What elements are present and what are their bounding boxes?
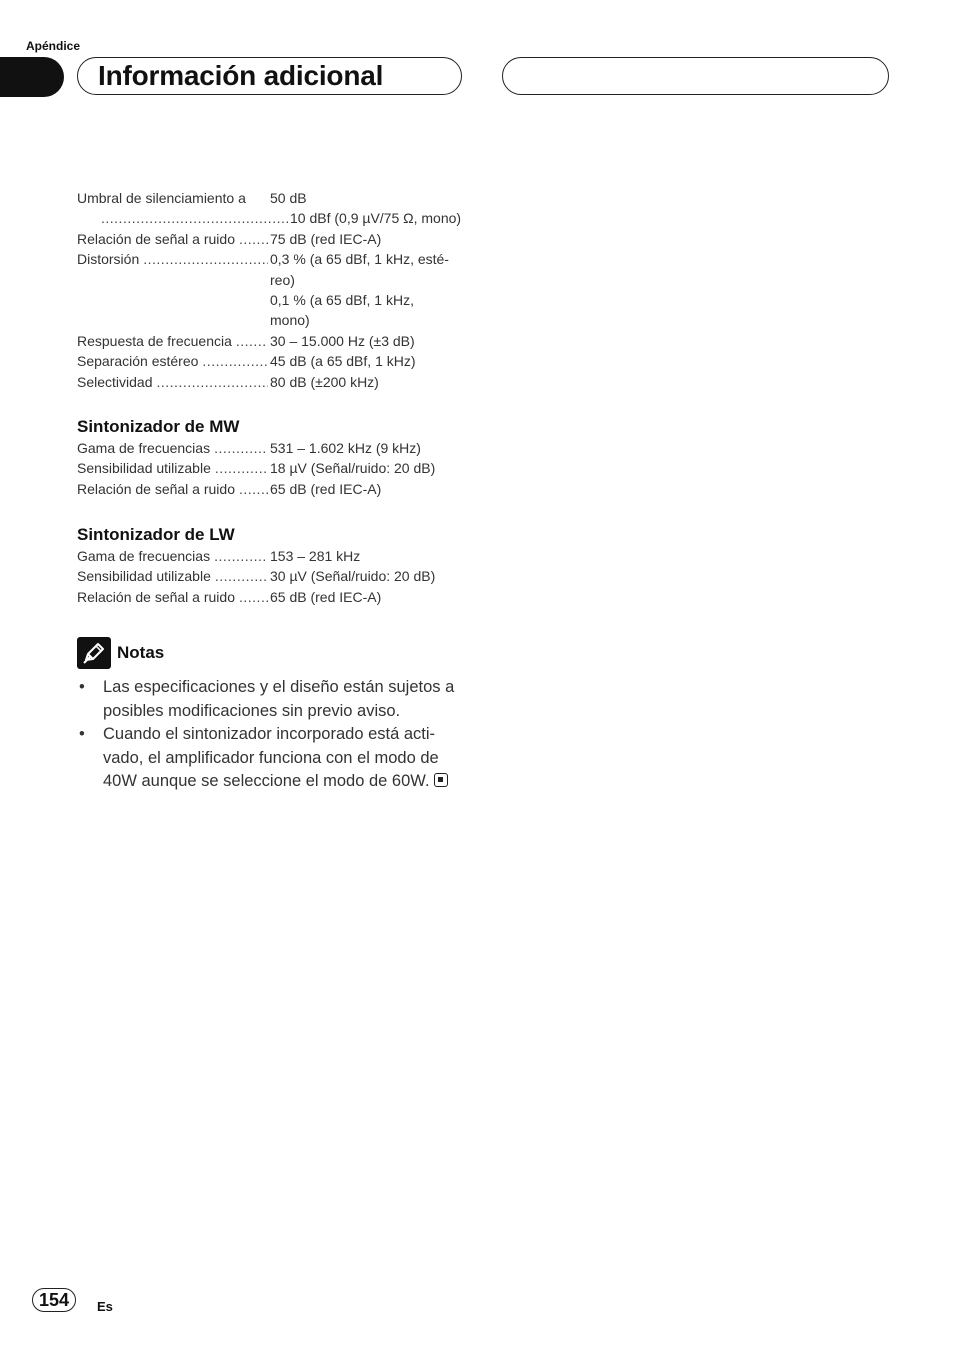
spec-value: 0,3 % (a 65 dBf, 1 kHz, esté- (270, 251, 449, 268)
spec-row (77, 372, 467, 392)
spec-label (77, 290, 270, 310)
spec-value: 45 dB (a 65 dBf, 1 kHz) (270, 353, 416, 370)
leader-dots (239, 587, 268, 607)
spec-value: reo) (270, 271, 295, 288)
spec-label (77, 208, 290, 228)
spec-label-text: Selectividad (77, 373, 153, 390)
notes-title: Notas (117, 643, 165, 662)
language-code: Es (97, 1299, 113, 1314)
leader-dots (215, 458, 268, 478)
page-number: 154 (32, 1288, 76, 1312)
notes-header (77, 637, 164, 669)
note-text: Cuando el sintonizador incorporado está acti- vado, el amplificador funciona con el modo de 40W aunque se seleccione el modo de 60W. (103, 725, 439, 791)
leader-dots (101, 208, 288, 228)
spec-label (77, 438, 270, 458)
spec-value: 65 dB (red IEC-A) (270, 480, 382, 497)
spec-label (77, 546, 270, 566)
spec-label (77, 566, 270, 586)
spec-label-text: Relación de señal a ruido (77, 480, 235, 497)
notes-list (77, 676, 469, 794)
section-tab-marker (0, 57, 64, 97)
spec-row (77, 270, 467, 290)
spec-value: 18 µV (Señal/ruido: 20 dB) (270, 460, 436, 477)
spec-row (77, 290, 467, 310)
mw-heading: Sintonizador de MW (77, 417, 240, 436)
note-item: • Cuando el sintonizador incorporado está acti- vado, el amplificador funciona con el modo de 40W aunque se seleccione el modo de 60W. (77, 723, 469, 794)
spec-row (77, 587, 467, 607)
leader-dots (143, 249, 268, 269)
spec-value: 50 dB (270, 190, 307, 206)
spec-value: 0,1 % (a 65 dBf, 1 kHz, (270, 292, 414, 309)
mw-spec-list (77, 438, 467, 499)
leader-dots (214, 438, 268, 458)
leader-dots (215, 566, 268, 586)
spec-label (77, 310, 270, 330)
spec-row (77, 479, 467, 499)
spec-value: 80 dB (±200 kHz) (270, 373, 379, 390)
spec-label (77, 249, 270, 269)
spec-row (77, 208, 467, 228)
mw-section (77, 416, 467, 499)
leader-dots (239, 479, 268, 499)
lw-section (77, 524, 467, 607)
spec-label (77, 331, 270, 351)
spec-row (77, 546, 467, 566)
spec-value: 30 – 15.000 Hz (±3 dB) (270, 332, 415, 349)
spec-label-text: Gama de frecuencias (77, 440, 211, 456)
spec-row (77, 229, 467, 249)
note-item: • Las especificaciones y el diseño están sujetos a posibles modificaciones sin previo aviso. (79, 678, 455, 720)
spec-value: 75 dB (red IEC-A) (270, 230, 382, 247)
spec-value: 531 – 1.602 kHz (9 kHz) (270, 440, 421, 456)
spec-label (77, 372, 270, 392)
spec-label (77, 479, 270, 499)
spec-label-text: Sensibilidad utilizable (77, 460, 211, 477)
spec-label-text: Separación estéreo (77, 353, 199, 370)
spec-label-text: Respuesta de frecuencia (77, 332, 232, 349)
spec-label (77, 351, 270, 371)
note-text: Las especificaciones y el diseño están sujetos a posibles modificaciones sin previo aviso. (103, 678, 455, 720)
empty-title-bar (502, 57, 889, 95)
spec-row (77, 458, 467, 478)
spec-label (77, 458, 270, 478)
spec-label-text: Distorsión (77, 251, 140, 268)
spec-label (77, 270, 270, 290)
spec-label (77, 587, 270, 607)
spec-value: mono) (270, 312, 310, 329)
spec-label-text: Relación de señal a ruido (77, 230, 235, 247)
spec-value: 153 – 281 kHz (270, 548, 361, 564)
spec-label-text: Sensibilidad utilizable (77, 568, 211, 585)
spec-value: 65 dB (red IEC-A) (270, 588, 382, 605)
spec-value: 10 dBf (0,9 µV/75 Ω, mono) (290, 210, 462, 227)
spec-row (77, 566, 467, 586)
lw-heading: Sintonizador de LW (77, 525, 235, 544)
section-label: Apéndice (26, 39, 81, 53)
leader-dots (202, 351, 268, 371)
spec-row (77, 188, 467, 208)
spec-label (77, 229, 270, 249)
end-mark-icon (434, 773, 448, 787)
spec-row (77, 438, 467, 458)
pencil-note-icon (77, 637, 111, 669)
leader-dots (214, 546, 268, 566)
spec-value: 30 µV (Señal/ruido: 20 dB) (270, 568, 436, 585)
spec-row (77, 249, 467, 269)
spec-label-text: Gama de frecuencias (77, 548, 211, 564)
title-bar (77, 57, 462, 95)
spec-label (77, 188, 270, 208)
lw-spec-list (77, 546, 467, 607)
spec-row (77, 331, 467, 351)
leader-dots (239, 229, 268, 249)
leader-dots (157, 372, 269, 392)
spec-label-text: Relación de señal a ruido (77, 588, 235, 605)
leader-dots (236, 331, 268, 351)
fm-spec-list (77, 188, 467, 392)
spec-row (77, 351, 467, 371)
spec-label-text: Umbral de silenciamiento a (77, 190, 246, 206)
page-title: Información adicional (98, 60, 384, 91)
spec-row (77, 310, 467, 330)
